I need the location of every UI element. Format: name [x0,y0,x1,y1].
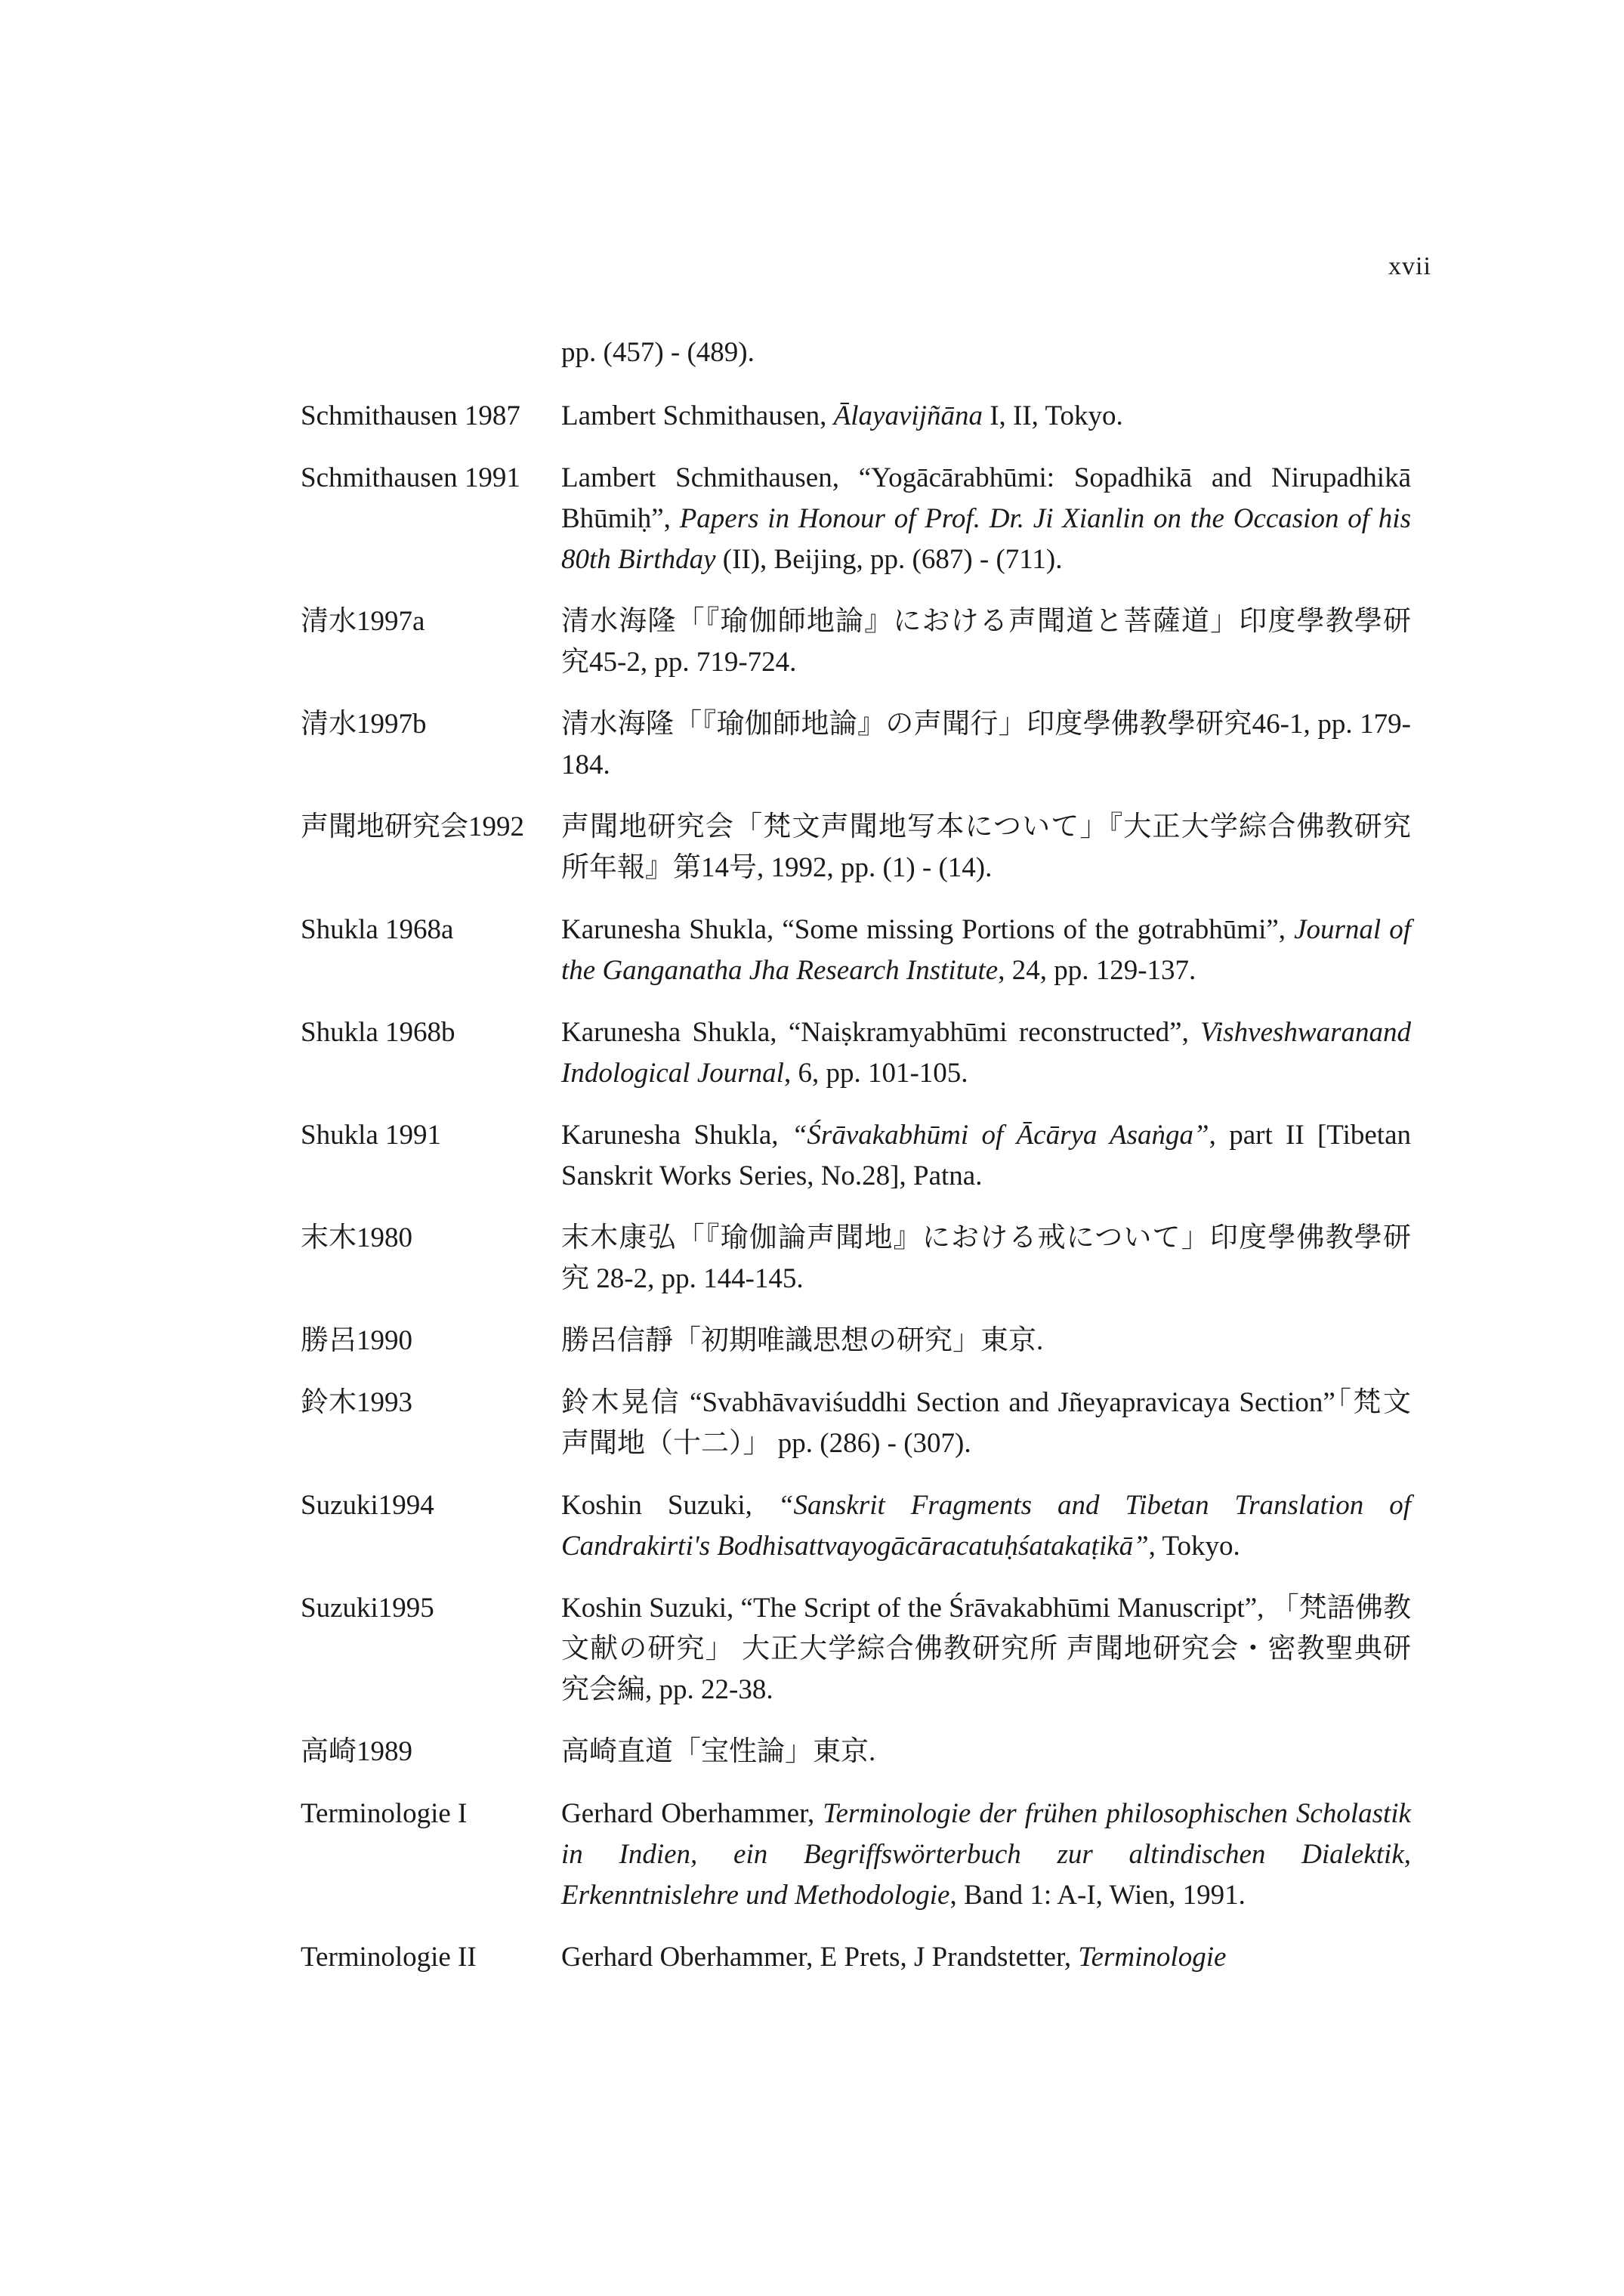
reference-citation [561,704,1411,786]
reference-citation [561,1588,1411,1710]
reference-entry [301,1732,1434,1772]
citation-text: I, II, Tokyo. [982,400,1123,431]
reference-citation [561,1794,1411,1916]
reference-entry [301,1588,1434,1710]
reference-entry [301,704,1434,786]
citation-text: 勝呂信靜「初期唯識思想の研究」東京. [561,1325,1044,1356]
reference-key: Schmithausen 1987 [301,400,520,431]
reference-entry [301,396,1434,437]
reference-entry [301,601,1434,683]
reference-entry [301,1115,1434,1197]
reference-citation [561,332,1411,373]
reference-key: Suzuki1995 [301,1593,434,1624]
citation-text: 末木康弘「『瑜伽論声聞地』における戒について」印度學佛教學研究 28-2, pp. 144-145. [561,1222,1411,1294]
citation-text: Koshin Suzuki, “The Script of the Śrāvakabhūmi Manuscript”, 「梵語佛教文献の研究」 大正大学綜合佛教研究所 声聞地研究会・密教聖典研究会編, pp. 22-38. [561,1593,1411,1705]
citation-text: , part II [Tibetan Sanskrit Works Series, No.28], Patna. [561,1120,1411,1191]
citation-text: Lambert Schmithausen, [561,400,834,431]
citation-text: 清水海隆「『瑜伽師地論』の声聞行」印度學佛教學研究46-1, pp. 179-184. [561,709,1411,780]
reference-citation [561,1732,1411,1772]
reference-citation [561,1012,1411,1094]
reference-key: 清水1997a [301,606,425,637]
reference-key: Schmithausen 1991 [301,462,520,493]
citation-title: Ālayavijñāna [833,400,983,431]
reference-entry [301,1937,1434,1978]
reference-key: Terminologie II [301,1942,477,1973]
reference-citation [561,458,1411,580]
citation-text: 声聞地研究会「梵文声聞地写本について」『大正大学綜合佛教研究所年報』第14号, 1992, pp. (1) - (14). [561,811,1411,883]
citation-text: 高崎直道「宝性論」東京. [561,1736,876,1767]
citation-text: (II), Beijing, pp. (687) - (711). [715,544,1063,575]
reference-citation [561,601,1411,683]
reference-citation [561,1383,1411,1464]
reference-entry [301,807,1434,888]
reference-citation [561,396,1411,437]
citation-text: pp. (457) - (489). [561,337,755,368]
citation-title: “Sanskrit Fragments and Tibetan Translation of Candrakirti's Bodhisattvayogācāracatuḥśatakaṭikā” [561,1490,1411,1562]
citation-text: Karunesha Shukla, “Naiṣkramyabhūmi reconstructed”, [561,1017,1201,1048]
reference-entry [301,458,1434,580]
reference-key: 声聞地研究会1992 [301,811,524,842]
reference-list [301,332,1434,1999]
reference-citation [561,910,1411,991]
citation-text: Karunesha Shukla, “Some missing Portions of the gotrabhūmi”, [561,914,1295,945]
reference-key: 高崎1989 [301,1736,412,1767]
reference-key: 清水1997b [301,709,427,740]
reference-entry [301,1012,1434,1094]
reference-key: Suzuki1994 [301,1490,434,1521]
citation-title: Papers in Honour of Prof. Dr. Ji Xianlin on the Occasion of his 80th Birthday [561,503,1411,575]
reference-entry [301,1794,1434,1916]
citation-text: Karunesha Shukla, [561,1120,792,1151]
citation-title: Terminologie [1078,1942,1227,1973]
reference-citation [561,1937,1411,1978]
citation-text: Lambert Schmithausen, “Yogācārabhūmi: Sopadhikā and Nirupadhikā Bhūmiḥ”, [561,462,1411,534]
citation-text: , Band 1: A-I, Wien, 1991. [949,1880,1246,1911]
reference-citation [561,1115,1411,1197]
reference-key: Terminologie I [301,1798,468,1829]
citation-title: Journal of the Ganganatha Jha Research Institute [561,914,1411,986]
reference-entry [301,910,1434,991]
citation-text: , Tokyo. [1148,1531,1240,1562]
page-number: xvii [1388,252,1431,280]
reference-citation [561,807,1411,888]
reference-entry [301,332,1434,373]
citation-text: Gerhard Oberhammer, [561,1798,823,1829]
reference-entry [301,1321,1434,1361]
citation-text: 鈴木晃信 “Svabhāvaviśuddhi Section and Jñeyapravicaya Section”「梵文声聞地（十二）」 pp. (286) - (307). [561,1387,1411,1459]
reference-key: 末木1980 [301,1222,412,1253]
reference-entry [301,1485,1434,1567]
reference-citation [561,1485,1411,1567]
citation-title: “Śrāvakabhūmi of Ācārya Asaṅga” [791,1120,1209,1151]
citation-text: , 6, pp. 101-105. [783,1058,968,1089]
reference-key: 勝呂1990 [301,1325,412,1356]
reference-entry [301,1218,1434,1299]
reference-key: Shukla 1991 [301,1120,442,1151]
citation-text: 清水海隆「『瑜伽師地論』における声聞道と菩薩道」印度學教學研究45-2, pp. 719-724. [561,606,1411,678]
reference-citation [561,1321,1411,1361]
citation-text: Koshin Suzuki, [561,1490,778,1521]
reference-citation [561,1218,1411,1299]
reference-key: 鈴木1993 [301,1387,412,1418]
citation-text: , 24, pp. 129-137. [998,955,1196,986]
reference-entry [301,1383,1434,1464]
citation-title: Vishveshwaranand Indological Journal [561,1017,1411,1089]
reference-key: Shukla 1968b [301,1017,455,1048]
citation-text: Gerhard Oberhammer, E Prets, J Prandstetter, [561,1942,1079,1973]
citation-title: Terminologie der frühen philosophischen Scholastik in Indien, ein Begriffswörterbuch zur altindischen Dialektik, Erkenntnislehre und Methodologie [561,1798,1411,1911]
reference-key: Shukla 1968a [301,914,454,945]
